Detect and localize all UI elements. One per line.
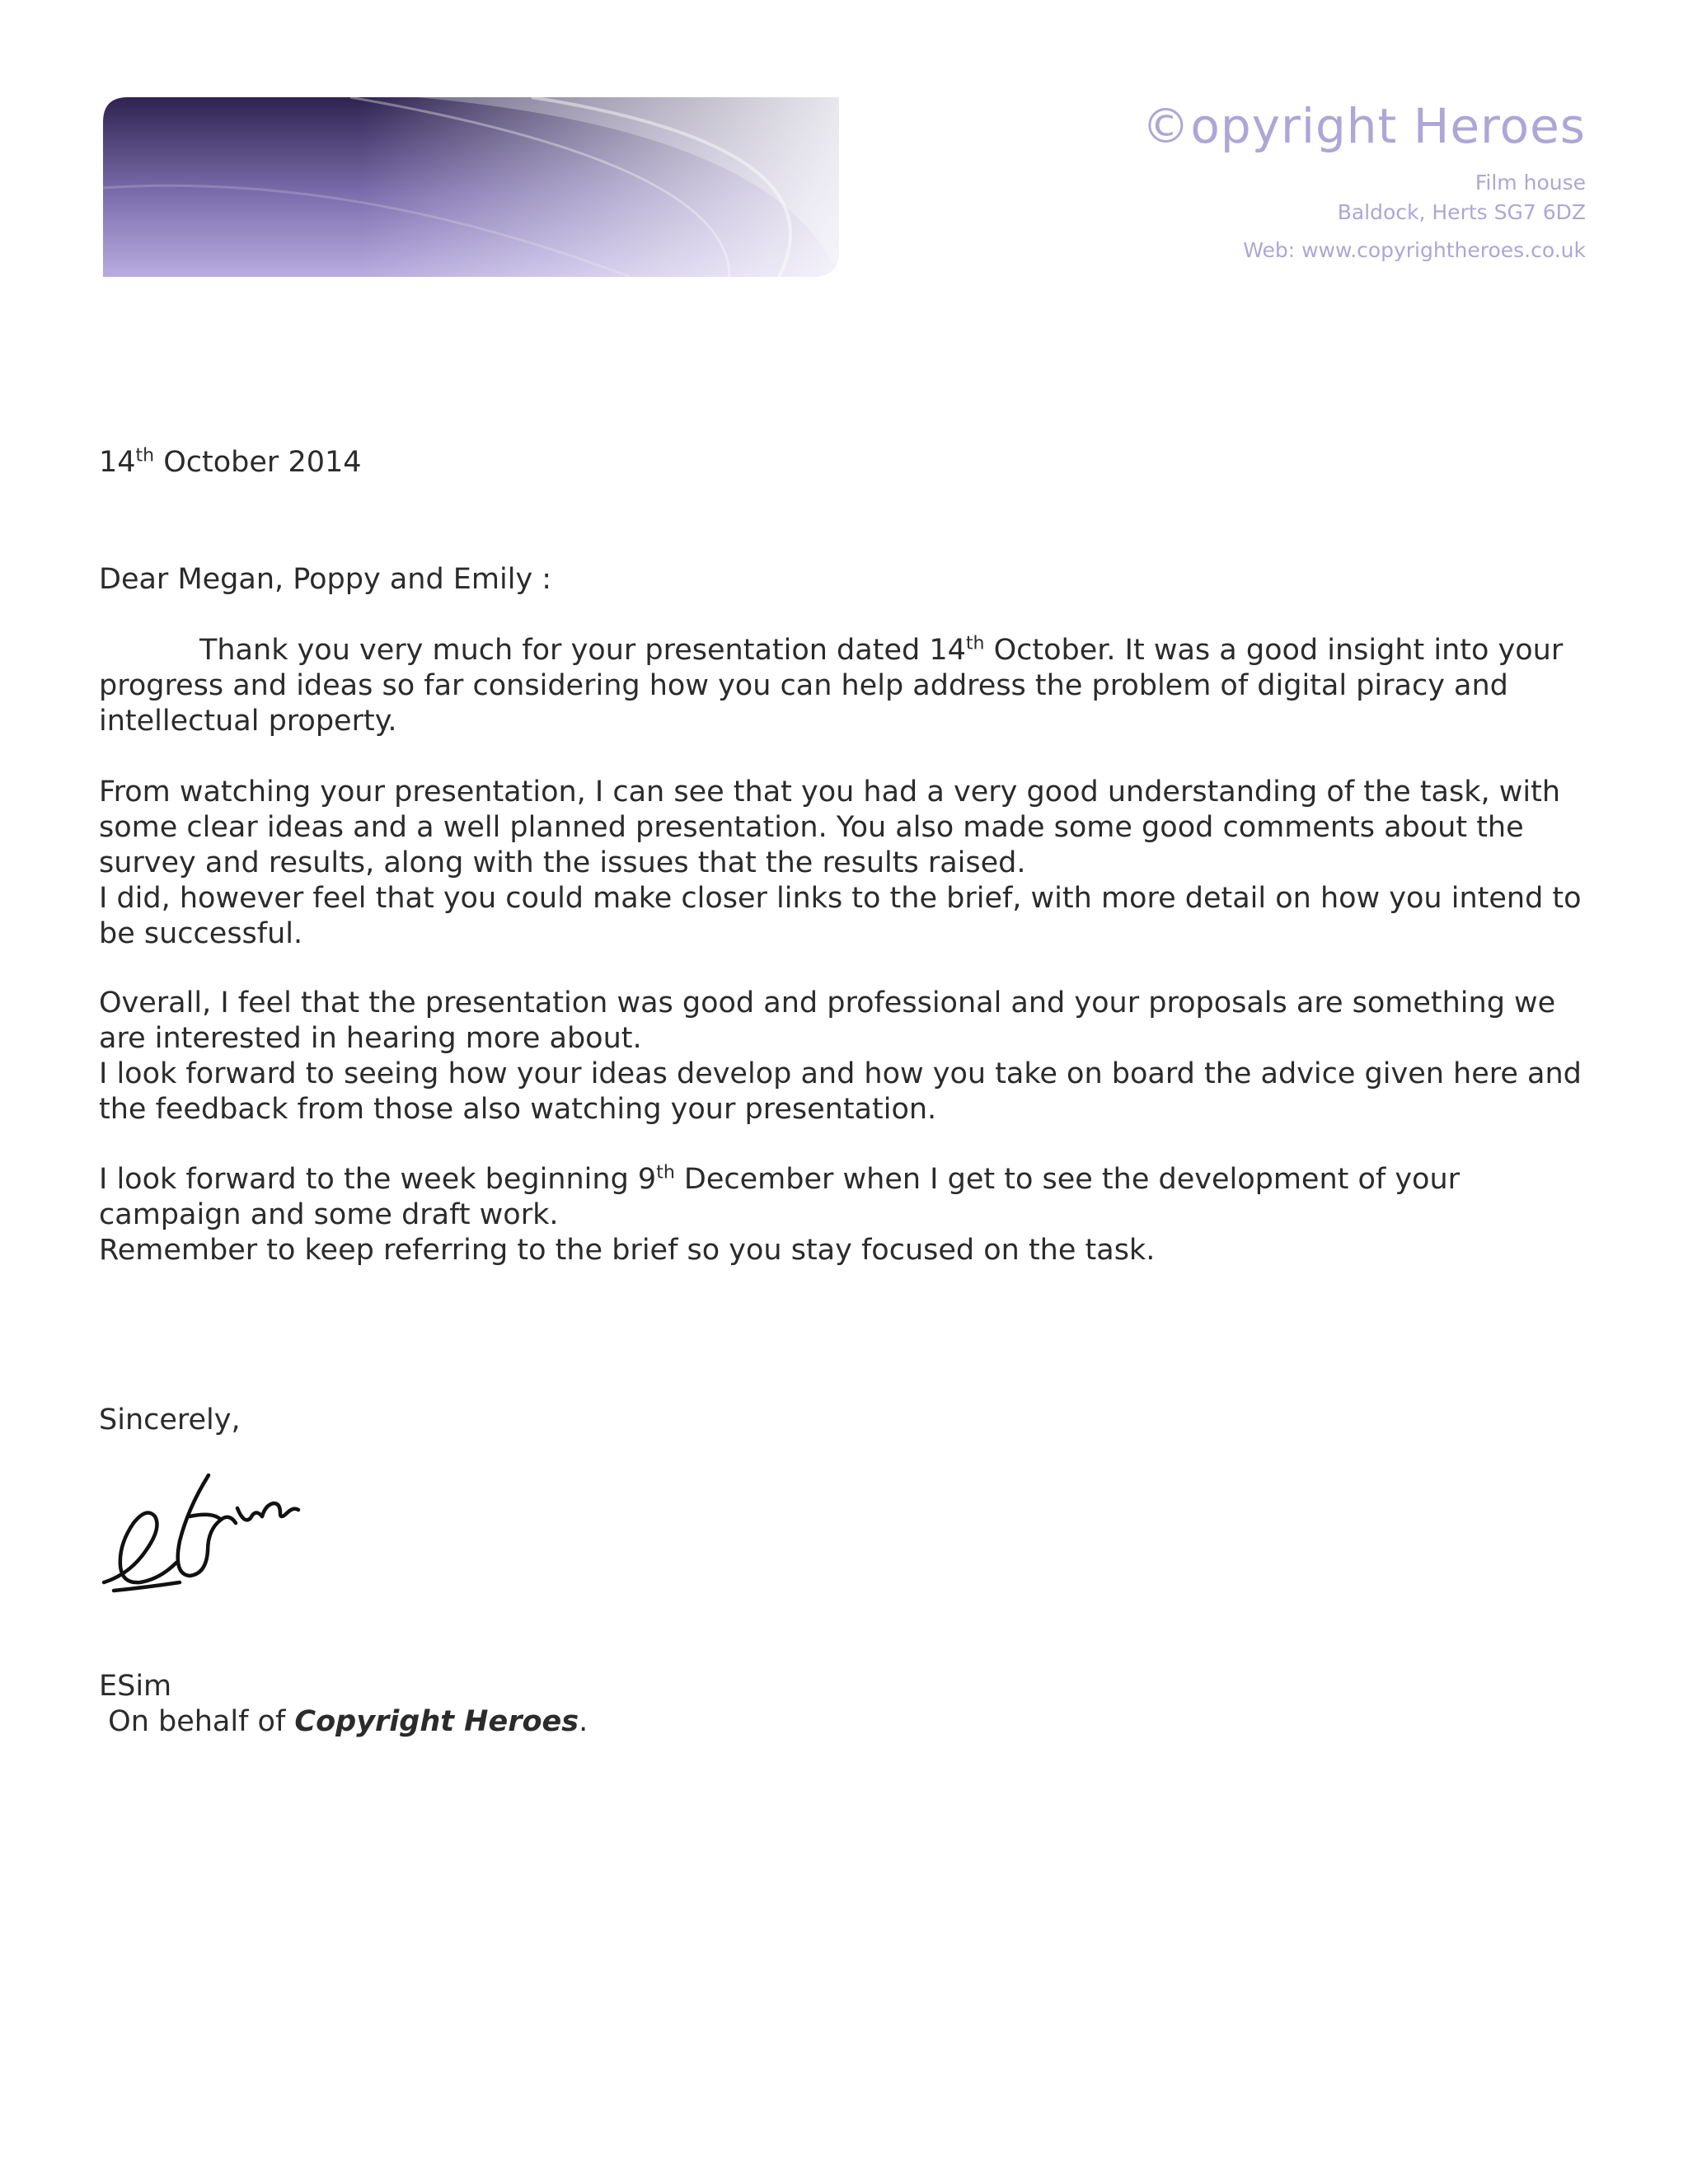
para2-line-b: I did, however feel that you could make closer links to the brief, with more detail on how you intend to be successful. — [99, 882, 1582, 950]
para2-line-a: From watching your presentation, I can see that you had a very good understanding of the task, with some clear ideas and a well planned presentation. You also made some good comments about the survey and results, along with the issues that the results raised. — [99, 776, 1561, 879]
behalf-suffix: . — [579, 1705, 588, 1738]
paragraph-overall — [99, 986, 1599, 1127]
para1-text-a: Thank you very much for your presentation dated 14 — [199, 634, 966, 667]
para3-line-a: Overall, I feel that the presentation was good and professional and your proposals are something we are interested in hearing more about. — [99, 987, 1556, 1055]
paragraph-thank-you — [99, 633, 1599, 739]
header-banner — [103, 97, 839, 277]
closing: Sincerely, — [99, 1404, 241, 1436]
para4-text-a2: December when I get to see the development of your campaign and some draft work. — [99, 1163, 1461, 1231]
on-behalf-line — [99, 1704, 1599, 1740]
web-address: Web: www.copyrightheroes.co.uk — [1243, 238, 1586, 262]
address-line-2: Baldock, Herts SG7 6DZ — [1337, 200, 1586, 224]
banner-graphic-icon — [103, 97, 839, 277]
behalf-company: Copyright Heroes — [294, 1705, 579, 1738]
company-letterhead — [1142, 97, 1586, 265]
paragraph-feedback — [99, 775, 1599, 952]
address-line-1: Film house — [1475, 171, 1586, 194]
para1-suffix: th — [965, 633, 985, 654]
date-day: 14 — [99, 446, 136, 479]
para4-suffix: th — [656, 1162, 675, 1183]
behalf-prefix: On behalf of — [108, 1705, 295, 1738]
date-suffix: th — [135, 445, 155, 466]
signer-name: ESim — [99, 1670, 172, 1703]
company-name: ©opyright Heroes — [1142, 98, 1586, 154]
para4-line-b: Remember to keep referring to the brief so you stay focused on the task. — [99, 1234, 1156, 1267]
letter-date — [99, 445, 1599, 480]
para1-text-b: October. It was a good insight into your progress and ideas so far considering how you can help address the problem of digital piracy and intellectual property. — [99, 634, 1564, 738]
signature-icon — [97, 1459, 303, 1607]
date-month-year: October 2014 — [154, 446, 362, 479]
para3-line-b: I look forward to seeing how your ideas develop and how you take on board the advice given here and the feedback from those also watching your presentation. — [99, 1057, 1582, 1126]
paragraph-next-steps — [99, 1162, 1599, 1268]
para4-text-a1: I look forward to the week beginning 9 — [99, 1163, 657, 1196]
salutation: Dear Megan, Poppy and Emily : — [99, 563, 552, 596]
para4-line-a — [99, 1162, 1599, 1233]
